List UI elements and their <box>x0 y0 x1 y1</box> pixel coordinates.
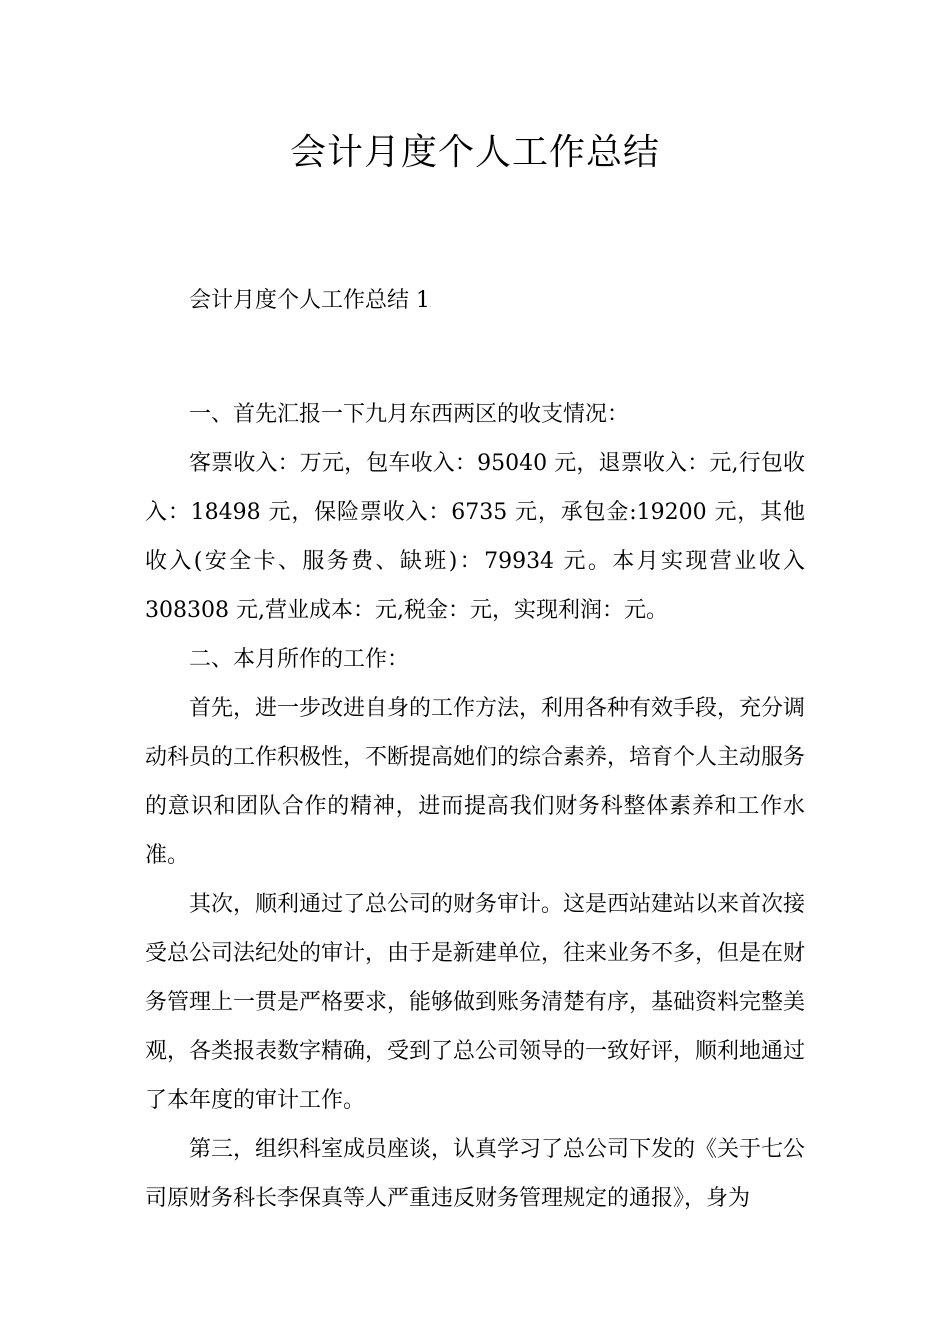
paragraph: 二、本月所作的工作： <box>189 647 410 672</box>
paragraph: 首先，进一步改进自身的工作方法，利用各种有效手段，充分调动科员的工作积极性，不断提高她们的综合素养，培育个人主动服务的意识和团队合作的精神，进而提高我们财务科整体素养和工作水准。 <box>145 696 806 868</box>
paragraph: 第三，组织科室成员座谈，认真学习了总公司下发的《关于七公司原财务科长李保真等人严重违反财务管理规定的通报》，身为 <box>145 1137 806 1211</box>
document-body <box>145 282 805 1223</box>
document-title: 会计月度个人工作总结 <box>289 132 660 173</box>
paragraph: 一、首先汇报一下九月东西两区的收支情况： <box>189 402 630 427</box>
section-subtitle: 会计月度个人工作总结 1 <box>189 288 430 313</box>
paragraph: 客票收入：万元，包车收入：95040 元，退票收入：元,行包收入：18498 元，保险票收入：6735 元，承包金:19200 元，其他收入(安全卡、服务费、缺班)：79934 元。本月实现营业收入 308308 元,营业成本：元,税金：元，实现利润：元。 <box>145 451 805 623</box>
spacer <box>145 320 805 390</box>
paragraph: 其次，顺利通过了总公司的财务审计。这是西站建站以来首次接受总公司法纪处的审计，由于是新建单位，往来业务不多，但是在财务管理上一贯是严格要求，能够做到账务清楚有序，基础资料完整美观，各类报表数字精确，受到了总公司领导的一致好评，顺利地通过了本年度的审计工作。 <box>145 892 806 1113</box>
